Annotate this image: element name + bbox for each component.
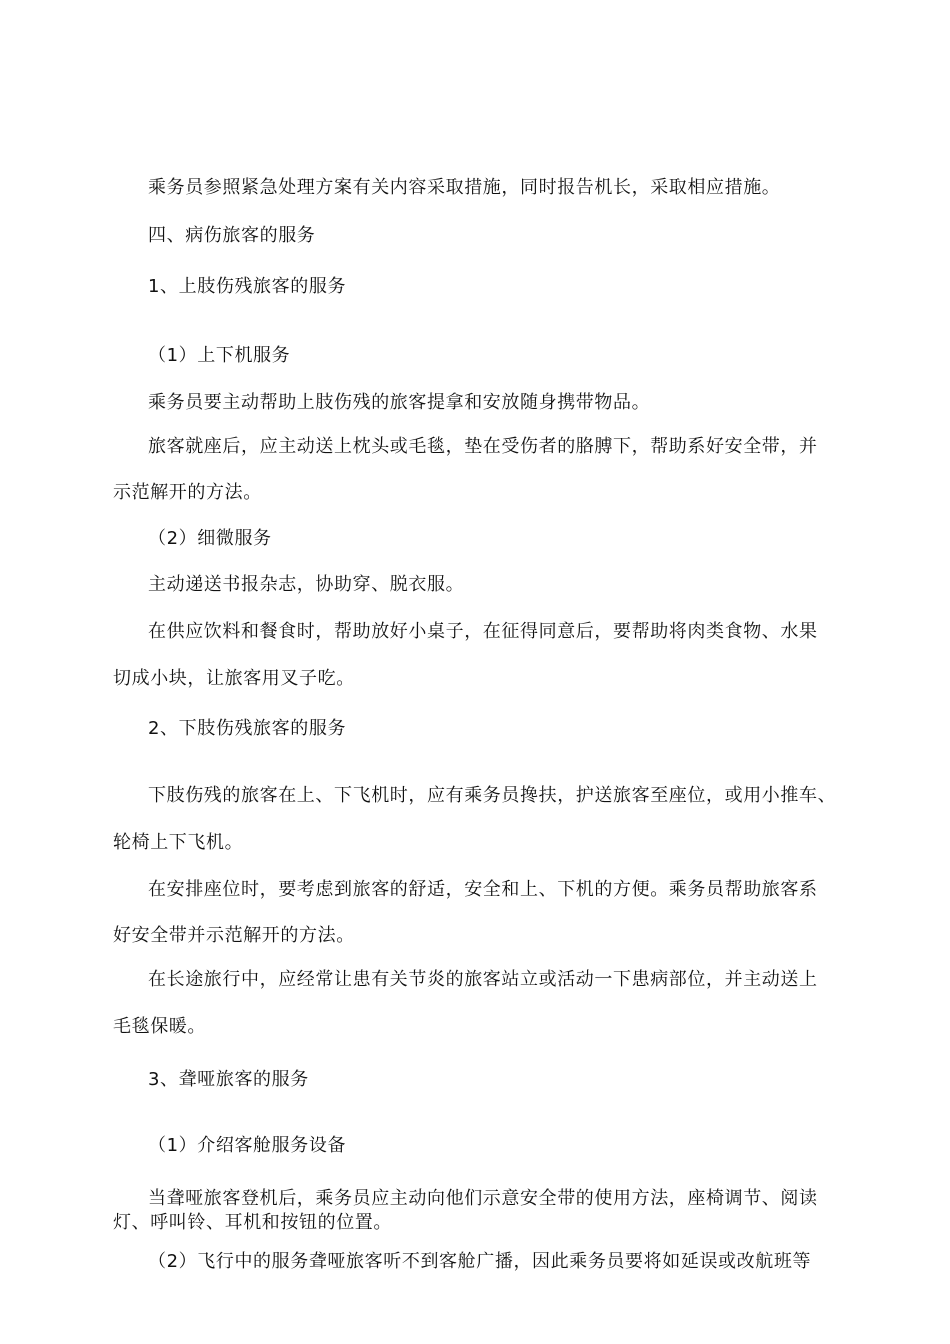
paragraph-line: 当聋哑旅客登机后，乘务员应主动向他们示意安全带的使用方法，座椅调节、阅读	[148, 1188, 818, 1209]
paragraph-line: 毛毯保暖。	[113, 1016, 206, 1037]
paragraph-line: 在安排座位时，要考虑到旅客的舒适，安全和上、下机的方便。乘务员帮助旅客系	[148, 879, 818, 900]
paragraph-line: 在长途旅行中，应经常让患有关节炎的旅客站立或活动一下患病部位，并主动送上	[148, 969, 818, 990]
subsection-heading: 2、下肢伤残旅客的服务	[148, 718, 347, 739]
paragraph-line: 示范解开的方法。	[113, 482, 262, 503]
paragraph-line: 轮椅上下飞机。	[113, 832, 244, 853]
section-heading: 四、病伤旅客的服务	[148, 225, 316, 246]
paragraph-line: 切成小块，让旅客用叉子吃。	[113, 668, 355, 689]
item-heading: （2）飞行中的服务聋哑旅客听不到客舱广播，因此乘务员要将如延误或改航班等	[148, 1251, 812, 1272]
paragraph-line: 乘务员要主动帮助上肢伤残的旅客提拿和安放随身携带物品。	[148, 392, 651, 413]
paragraph-line: 下肢伤残的旅客在上、下飞机时，应有乘务员搀扶，护送旅客至座位，或用小推车、	[148, 785, 837, 806]
item-heading: （1）介绍客舱服务设备	[148, 1135, 347, 1156]
paragraph-line: 主动递送书报杂志，协助穿、脱衣服。	[148, 574, 465, 595]
subsection-heading: 1、上肢伤残旅客的服务	[148, 276, 347, 297]
paragraph-line: 好安全带并示范解开的方法。	[113, 925, 355, 946]
subsection-heading: 3、聋哑旅客的服务	[148, 1069, 309, 1090]
paragraph-line: 在供应饮料和餐食时，帮助放好小桌子，在征得同意后，要帮助将肉类食物、水果	[148, 621, 818, 642]
item-heading: （1）上下机服务	[148, 345, 291, 366]
item-heading: （2）细微服务	[148, 528, 272, 549]
paragraph-line: 灯、呼叫铃、耳机和按钮的位置。	[113, 1212, 392, 1233]
paragraph-line: 乘务员参照紧急处理方案有关内容采取措施，同时报告机长，采取相应措施。	[148, 177, 781, 198]
paragraph-line: 旅客就座后，应主动送上枕头或毛毯，垫在受伤者的胳膊下，帮助系好安全带，并	[148, 436, 818, 457]
